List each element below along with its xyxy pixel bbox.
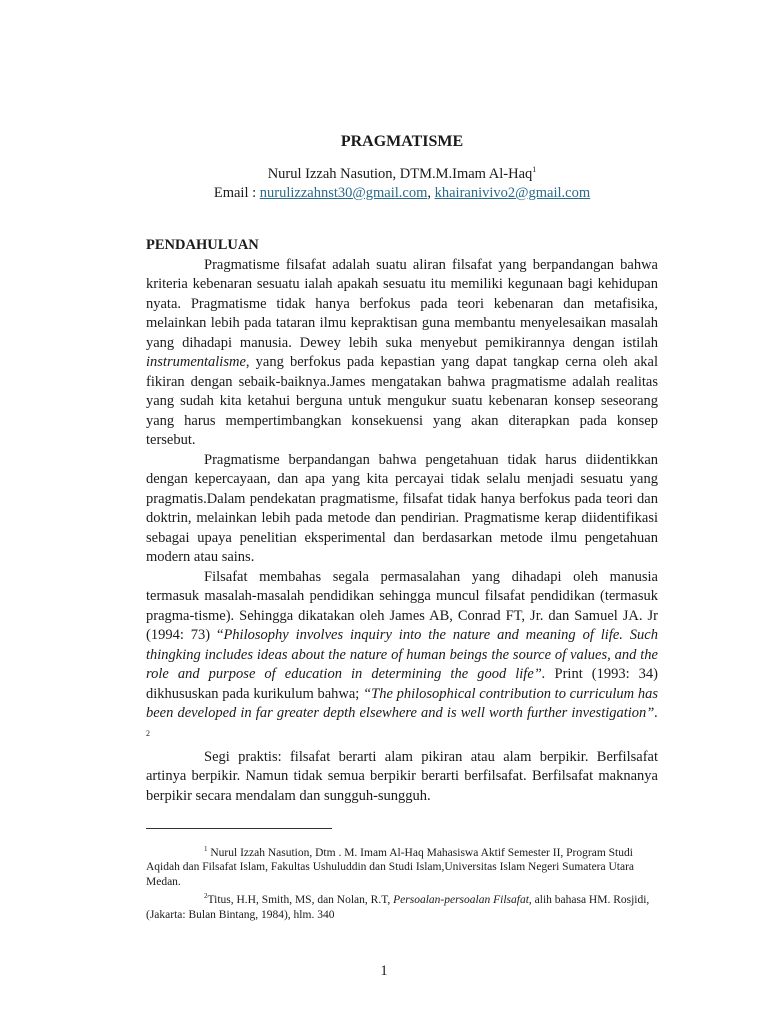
footnote-2-book-title: Persoalan-persoalan Filsafat, [393,894,532,907]
email-separator: , [427,184,435,201]
footnote-1-text: Nurul Izzah Nasution, Dtm . M. Imam Al-Haq Mahasiswa Aktif Semester II, Program Studi Aqidah dan Filsafat Islam, Fakultas Ushuluddin dan Studi Islam,Universitas Islam Negeri Sumatera Utara Medan. [146,846,635,888]
email-link-1[interactable]: nurulizzahnst30@gmail.com [259,184,428,201]
paragraph-3-text-b: Print (1993: 34) dikhususkan pada kurikulum bahwa; [146,666,658,702]
page-number: 1 [380,963,388,979]
email-line [146,184,658,203]
paragraph-1-italic-term: instrumentalisme [146,354,246,370]
document-body [146,236,658,806]
footnote-ref-2[interactable]: 2 [146,728,150,738]
paragraph-3-quote-2: “The philosophical contribution to curriculum has been developed in far greater depth elsewhere and is well worth further investigation”. [146,685,658,721]
paragraph-3 [146,568,658,748]
author-line [146,160,658,184]
paragraph-3-text-a: Filsafat membahas segala permasalahan yang dihadapi oleh manusia termasuk masalah-masalah pendidikan sehingga muncul filsafat pendidikan (termasuk pragma-tisme). Sehingga dikatakan oleh James AB, Conrad FT, Jr. dan Samuel JA. Jr (1994: 73) “ [146,568,658,643]
section-heading: PENDAHULUAN [146,237,259,253]
footnote-1-mark: 1 [204,845,208,853]
paragraph-1-text-a: Pragmatisme filsafat adalah suatu aliran filsafat yang berpandangan bahwa kriteria kebenaran sesuatu ialah apakah sesuatu itu memiliki kegunaan bagi kehidupan nyata. Pragmatisme tidak hanya berfokus pada teori kebenaran dan metafisika, melainkan lebih pada tataran ilmu kepraktisan guna membantu menyelesaikan masalah yang dihadapi manusia. Dewey lebih suka menyebut pemikirannya dengan istilah [146,256,658,351]
author-footnote-ref[interactable]: 1 [532,165,537,174]
footnote-2-text-b: alih bahasa HM. Rosjidi, (Jakarta: Bulan Bintang, 1984), hlm. 340 [146,894,650,921]
paragraph-4: Segi praktis: filsafat berarti alam pikiran atau alam berpikir. Berfilsafat artinya berpikir. Namun tidak semua berpikir berarti berfilsafat. Berfilsafat maknanya berpikir secara mendalam dan sungguh-sungguh. [146,748,658,804]
email-link-2[interactable]: khairanivivo2@gmail.com [434,184,591,201]
paragraph-3-quote-1: Philosophy involves inquiry into the nature and meaning of life. Such thingking includes ideas about the nature of human beings the source of values, and the role and purpose of education in determining the good life”. [146,627,658,682]
author-name: Nurul Izzah Nasution, DTM.M.Imam Al-Haq [267,165,533,182]
paragraph-1 [146,256,658,451]
footnote-2-mark: 2 [204,892,208,901]
footnote-2-text-a: Titus, H.H, Smith, MS, dan Nolan, R.T, [207,894,394,907]
footnote-2 [146,889,658,922]
footnote-separator [146,828,332,829]
footnotes [146,842,658,922]
email-label: Email : [213,184,260,201]
document-title: PRAGMATISME [340,133,464,150]
paragraph-1-text-b: , yang berfokus pada kepastian yang dapat tangkap cerna oleh akal fikiran dengan sebaik-baiknya.James mengatakan bahwa pragmatisme adalah realitas yang sudah kita ketahui berguna untuk mengukur suatu kebenaran konsep seseorang yang harus mempertimbangkan konsekuensi yang akan diterapkan pada konsep tersebut. [146,354,658,448]
footnote-1 [146,842,658,889]
document-header [146,133,658,203]
paragraph-2: Pragmatisme berpandangan bahwa pengetahuan tidak harus diidentikkan dengan kepercayaan, dan apa yang kita percayai tidak selalu menjadi sesuatu yang pragmatis.Dalam pendekatan pragmatisme, filsafat tidak hanya berfokus pada teori dan doktrin, melainkan lebih pada metode dan pendirian. Pragmatisme kerap diidentifikasi sebagai upaya penelitian eksperimental dan berdasarkan metode ilmu pengetahuan modern atau sains. [146,451,658,565]
